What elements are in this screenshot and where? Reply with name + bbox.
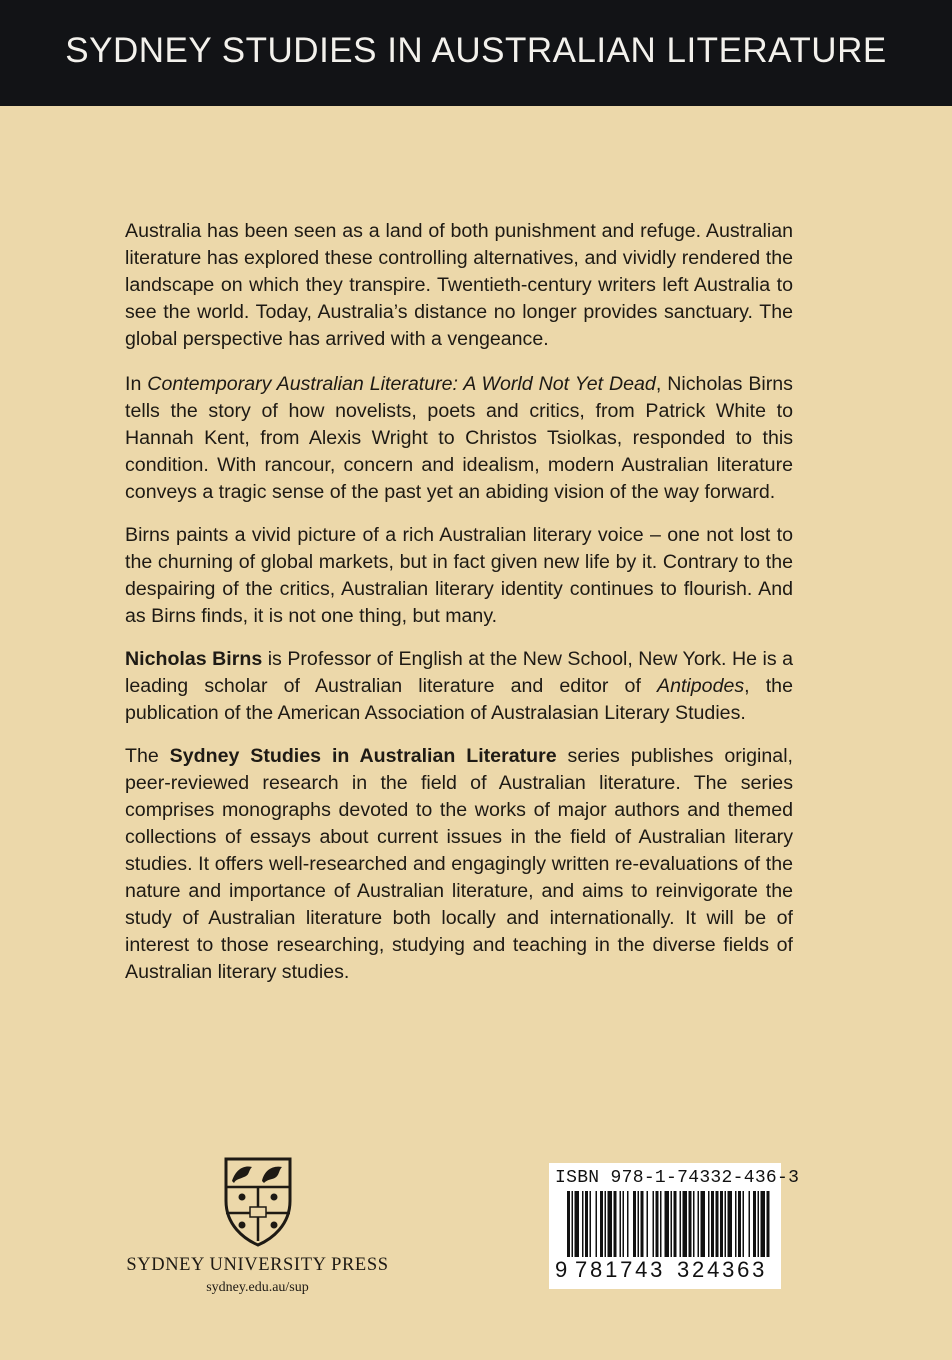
book-title: Contemporary Australian Literature: A World Not Yet Dead (147, 373, 656, 395)
publisher-block (120, 1155, 395, 1296)
isbn-barcode (549, 1163, 800, 1289)
ean-first-digit: 9 (555, 1257, 568, 1282)
blurb-paragraph-2 (125, 371, 793, 506)
header-band (0, 0, 952, 106)
university-crest-icon (222, 1155, 294, 1247)
journal-title: Antipodes (657, 675, 745, 697)
series-description (125, 743, 793, 986)
ean-digits (555, 1257, 775, 1283)
ean-right-group: 324363 (677, 1257, 768, 1282)
series-name: Sydney Studies in Australian Literature (169, 745, 557, 767)
p5-prefix: The (125, 745, 170, 767)
p2-prefix: In (125, 373, 148, 395)
author-bio (125, 646, 793, 727)
press-name: SYDNEY UNIVERSITY PRESS (126, 1255, 389, 1275)
p2-rest: , Nicholas Birns tells the story of how novelists, poets and critics, from Patrick White to Hannah Kent, from Alexis Wright to Christos Tsiolkas, responded to this condition. With rancour, concern and idealism, modern Australian literature conveys a tragic sense of the past yet an abiding vision of the way forward. (125, 373, 793, 503)
series-title: SYDNEY STUDIES IN AUSTRALIAN LITERATURE (65, 31, 887, 70)
ean-left-group: 781743 (575, 1257, 666, 1282)
bio-mid: is Professor of English at the New School, New York. He is a leading scholar of Australian literature and editor of (125, 648, 793, 697)
blurb (125, 218, 793, 1002)
isbn-label: ISBN 978-1-74332-436-3 (555, 1168, 800, 1188)
press-url: sydney.edu.au/sup (206, 1280, 309, 1295)
blurb-paragraph-1: Australia has been seen as a land of both punishment and refuge. Australian literature has explored these controlling alternatives, and vividly rendered the landscape on which they transpire. Twentieth-century writers left Australia to see the world. Today, Australia’s distance no longer provides sanctuary. The global perspective has arrived with a vengeance. (125, 220, 793, 350)
blurb-paragraph-3: Birns paints a vivid picture of a rich Australian literary voice – one not lost to the churning of global markets, but in fact given new life by it. Contrary to the despairing of the critics, Australian literary identity continues to flourish. And as Birns finds, it is not one thing, but many. (125, 524, 793, 627)
author-name: Nicholas Birns (125, 648, 263, 670)
bio-end: , the publication of the American Association of Australasian Literary Studies. (125, 675, 793, 724)
p5-rest: series publishes original, peer-reviewed research in the field of Australian literature. The series comprises monographs devoted to the works of major authors and themed collections of essays about current issues in the field of Australian literary studies. It offers well-researched and engagingly written re-evaluations of the nature and importance of Australian literature, and aims to reinvigorate the study of Australian literature both locally and internationally. It will be of interest to those researching, studying and teaching in the diverse fields of Australian literary studies. (125, 745, 793, 983)
